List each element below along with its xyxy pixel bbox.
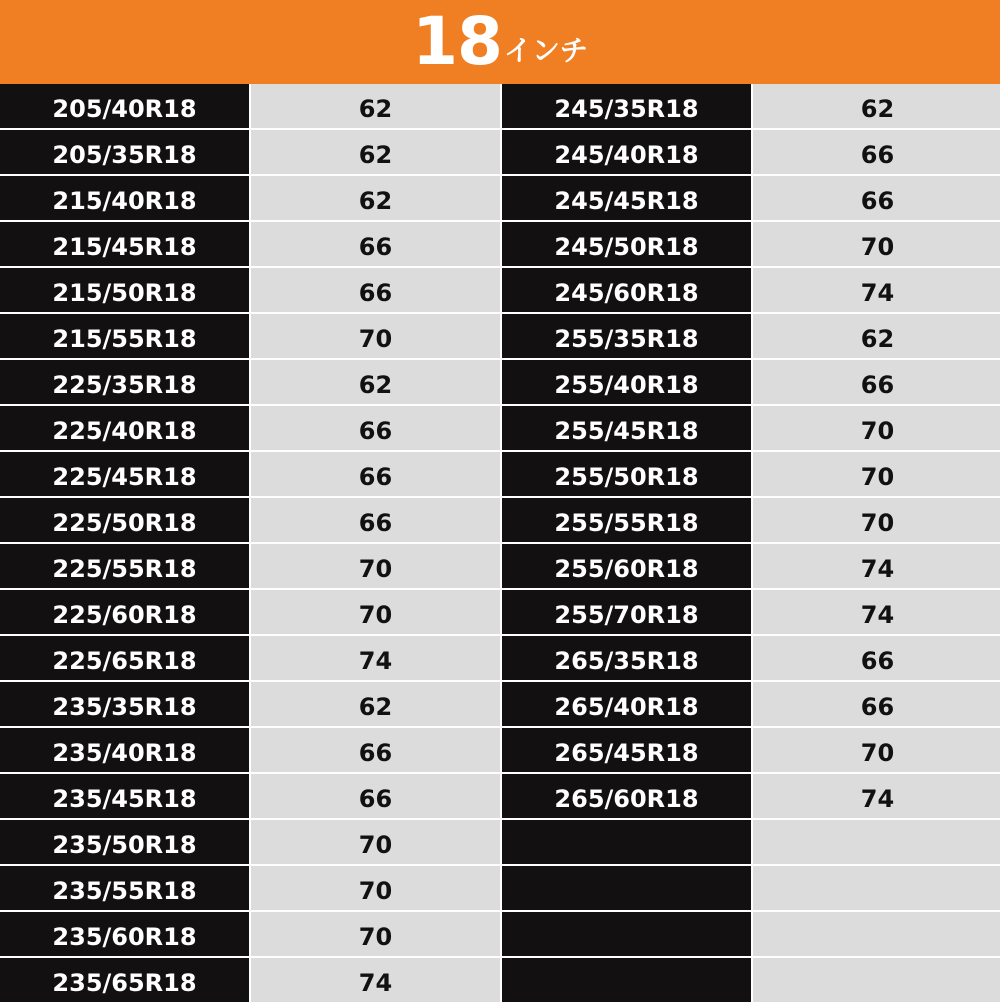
right-size-cell: 265/40R18 [502, 682, 751, 726]
left-size-cell: 225/40R18 [0, 406, 249, 450]
left-size-cell: 225/50R18 [0, 498, 249, 542]
right-value-cell: 70 [753, 498, 1000, 542]
left-size-cell: 215/50R18 [0, 268, 249, 312]
right-value-cell: 62 [753, 314, 1000, 358]
left-value-cell: 66 [251, 498, 500, 542]
left-value-cell: 66 [251, 222, 500, 266]
right-value-cell: 66 [753, 682, 1000, 726]
tire-size-table [0, 84, 1000, 1000]
right-value-cell: 66 [753, 360, 1000, 404]
right-size-cell: 255/60R18 [502, 544, 751, 588]
left-size-cell: 235/35R18 [0, 682, 249, 726]
left-value-cell: 66 [251, 728, 500, 772]
right-value-cell: 74 [753, 544, 1000, 588]
left-value-cell: 70 [251, 314, 500, 358]
title-unit: インチ [503, 34, 588, 67]
right-size-cell: 265/45R18 [502, 728, 751, 772]
right-size-cell: 245/35R18 [502, 84, 751, 128]
page-header [0, 0, 1000, 84]
right-value-cell: 66 [753, 636, 1000, 680]
left-size-cell: 215/45R18 [0, 222, 249, 266]
right-value-cell [753, 912, 1000, 956]
right-value-cell: 70 [753, 406, 1000, 450]
right-value-cell: 66 [753, 176, 1000, 220]
left-value-cell: 70 [251, 820, 500, 864]
left-size-cell: 235/65R18 [0, 958, 249, 1002]
left-size-cell: 215/40R18 [0, 176, 249, 220]
left-size-cell: 225/45R18 [0, 452, 249, 496]
right-size-cell: 245/60R18 [502, 268, 751, 312]
left-size-cell: 225/60R18 [0, 590, 249, 634]
left-value-cell: 70 [251, 866, 500, 910]
right-size-cell [502, 820, 751, 864]
left-value-cell: 62 [251, 360, 500, 404]
right-size-cell: 255/50R18 [502, 452, 751, 496]
right-value-cell: 70 [753, 222, 1000, 266]
right-value-cell: 74 [753, 268, 1000, 312]
left-value-cell: 70 [251, 544, 500, 588]
left-size-cell: 225/35R18 [0, 360, 249, 404]
right-size-cell: 245/40R18 [502, 130, 751, 174]
left-size-cell: 235/55R18 [0, 866, 249, 910]
left-value-cell: 62 [251, 84, 500, 128]
left-value-cell: 70 [251, 912, 500, 956]
right-size-cell [502, 912, 751, 956]
left-size-cell: 225/55R18 [0, 544, 249, 588]
left-size-cell: 215/55R18 [0, 314, 249, 358]
left-value-cell: 66 [251, 268, 500, 312]
right-size-cell: 245/50R18 [502, 222, 751, 266]
right-size-cell: 265/35R18 [502, 636, 751, 680]
right-size-cell: 255/70R18 [502, 590, 751, 634]
left-value-cell: 66 [251, 774, 500, 818]
right-size-cell: 255/35R18 [502, 314, 751, 358]
left-size-cell: 225/65R18 [0, 636, 249, 680]
right-value-cell: 62 [753, 84, 1000, 128]
left-value-cell: 70 [251, 590, 500, 634]
left-value-cell: 74 [251, 958, 500, 1002]
right-size-cell [502, 866, 751, 910]
right-size-cell [502, 958, 751, 1002]
right-value-cell: 74 [753, 774, 1000, 818]
right-value-cell [753, 866, 1000, 910]
left-size-cell: 205/35R18 [0, 130, 249, 174]
right-value-cell: 70 [753, 452, 1000, 496]
left-size-cell: 235/40R18 [0, 728, 249, 772]
left-size-cell: 205/40R18 [0, 84, 249, 128]
left-value-cell: 74 [251, 636, 500, 680]
right-size-cell: 255/55R18 [502, 498, 751, 542]
left-value-cell: 66 [251, 406, 500, 450]
right-size-cell: 265/60R18 [502, 774, 751, 818]
left-value-cell: 66 [251, 452, 500, 496]
title-number: 18 [412, 3, 502, 80]
left-value-cell: 62 [251, 176, 500, 220]
left-size-cell: 235/45R18 [0, 774, 249, 818]
right-value-cell: 70 [753, 728, 1000, 772]
right-size-cell: 255/45R18 [502, 406, 751, 450]
right-value-cell: 74 [753, 590, 1000, 634]
left-size-cell: 235/50R18 [0, 820, 249, 864]
left-value-cell: 62 [251, 130, 500, 174]
right-value-cell [753, 958, 1000, 1002]
right-size-cell: 255/40R18 [502, 360, 751, 404]
right-value-cell: 66 [753, 130, 1000, 174]
left-size-cell: 235/60R18 [0, 912, 249, 956]
right-value-cell [753, 820, 1000, 864]
right-size-cell: 245/45R18 [502, 176, 751, 220]
left-value-cell: 62 [251, 682, 500, 726]
